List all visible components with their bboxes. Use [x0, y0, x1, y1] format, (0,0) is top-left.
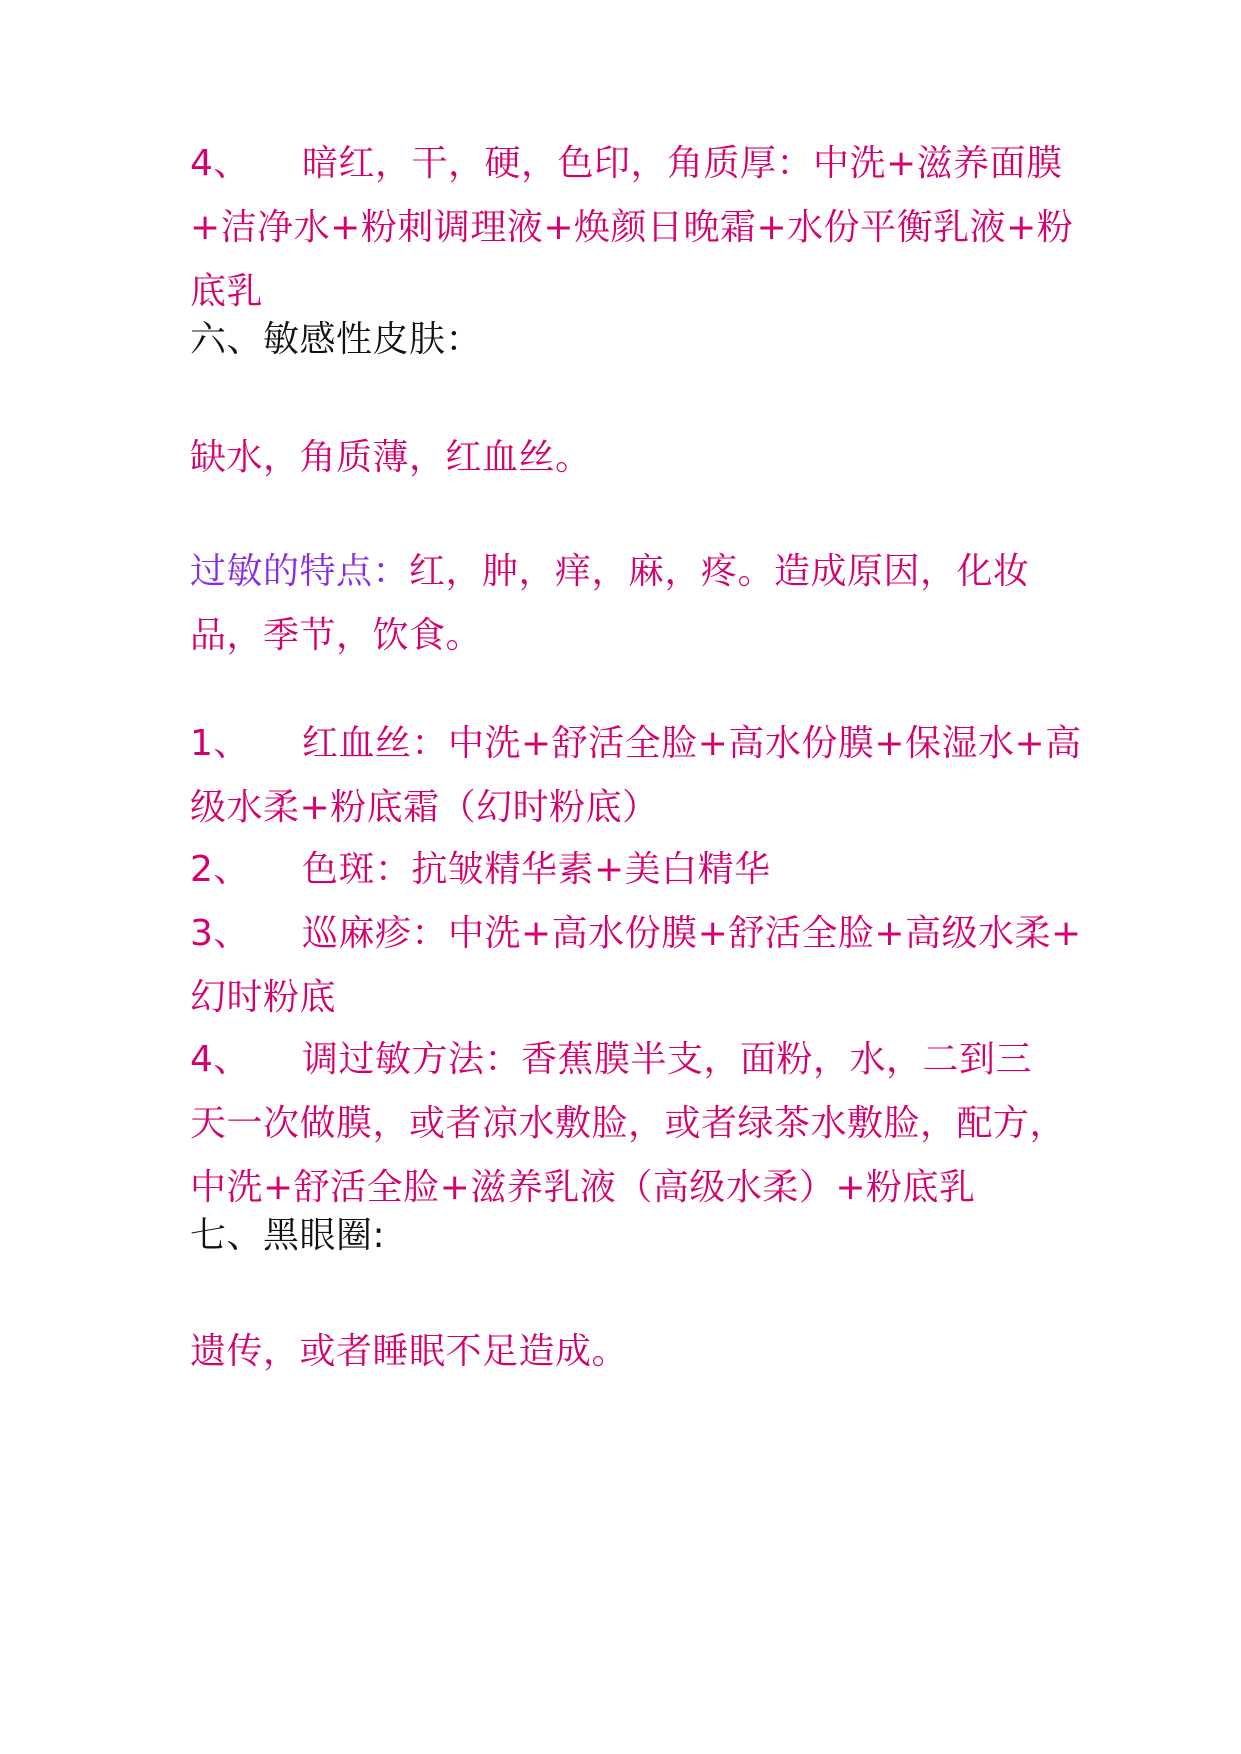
- allergy-label: 过敏的特点：: [190, 551, 410, 592]
- allergy-text: 红，肿，痒，麻，疼。造成原因，化妆: [409, 551, 1030, 592]
- allergy-text: 品，季节，饮食。: [190, 615, 483, 656]
- section-6-item-4: [190, 1028, 1080, 1220]
- section-6-item-3: [190, 902, 1080, 1030]
- item-text-line: +洁净水+粉刺调理液+焕颜日晚霜+水份平衡乳液+粉: [190, 207, 1074, 248]
- item-number: 4、: [190, 1039, 250, 1080]
- item-number: 4、: [190, 143, 250, 184]
- section-7-description: 遗传，或者睡眠不足造成。: [190, 1331, 629, 1372]
- item-text-line: 暗红，干，硬，色印，角质厚：中洗+滋养面膜: [302, 143, 1063, 184]
- section-6-item-2: [190, 838, 1080, 902]
- item-4-dark-red-skin: [190, 132, 1080, 324]
- item-text-line: 天一次做膜，或者凉水敷脸，或者绿茶水敷脸，配方，: [190, 1103, 1067, 1144]
- section-6-heading: 六、敏感性皮肤：: [190, 319, 483, 360]
- item-text-line: 中洗+舒活全脸+滋养乳液（高级水柔）+粉底乳: [190, 1167, 976, 1208]
- section-6-item-1: [190, 712, 1080, 840]
- item-text-line: 底乳: [190, 271, 264, 312]
- item-text-line: 幻时粉底: [190, 977, 337, 1018]
- item-text-line: 级水柔+粉底霜（幻时粉底）: [190, 787, 659, 828]
- section-7-heading: 七、黑眼圈:: [190, 1215, 386, 1256]
- item-number: 1、: [190, 723, 250, 764]
- item-text-line: 巡麻疹：中洗+高水份膜+舒活全脸+高级水柔+: [302, 913, 1082, 954]
- section-6-description: 缺水，角质薄，红血丝。: [190, 437, 592, 478]
- item-text-line: 红血丝：中洗+舒活全脸+高水份膜+保湿水+高: [302, 723, 1082, 764]
- item-number: 2、: [190, 849, 250, 890]
- item-number: 3、: [190, 913, 250, 954]
- item-text-line: 色斑：抗皱精华素+美白精华: [302, 849, 771, 890]
- item-text-line: 调过敏方法：香蕉膜半支，面粉，水，二到三: [302, 1039, 1033, 1080]
- allergy-characteristics: [190, 540, 1080, 668]
